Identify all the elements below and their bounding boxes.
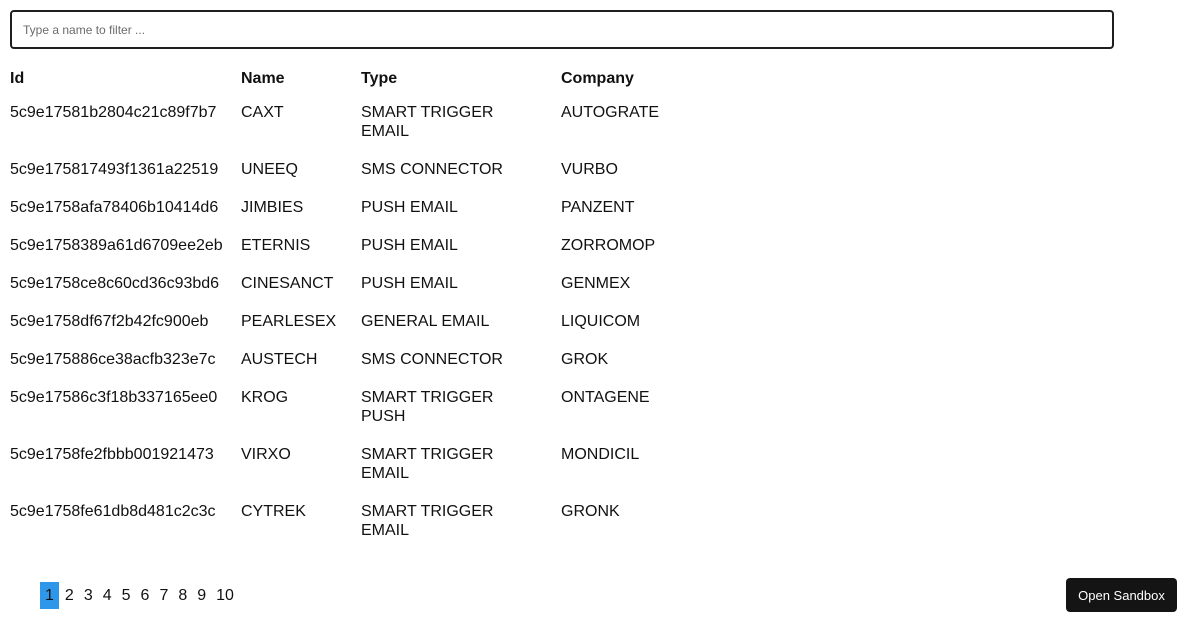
cell-type [361,198,561,236]
cell-name: ETERNIS [241,237,311,254]
table-row [10,198,721,236]
page-link-9[interactable]: 9 [197,587,207,604]
cell-name: UNEEQ [241,161,298,178]
cell-name: JIMBIES [241,199,304,216]
cell-type [361,445,561,502]
cell-company: GENMEX [561,275,631,292]
table-row [10,274,721,312]
cell-name: AUSTECH [241,351,318,368]
cell-company: ZORROMOP [561,237,656,254]
cell-id: 5c9e1758fe61db8d481c2c3c [10,503,216,520]
column-header-name: Name [241,70,285,87]
table-row [10,160,721,198]
cell-id: 5c9e1758fe2fbbb001921473 [10,446,214,463]
cell-id: 5c9e1758df67f2b42fc900eb [10,313,209,330]
cell-id: 5c9e1758afa78406b10414d6 [10,199,219,216]
table-row [10,502,721,559]
cell-type [361,160,561,198]
cell-company: VURBO [561,161,618,178]
page-link-1[interactable]: 1 [40,582,59,609]
cell-type-text: PUSH EMAIL [361,275,458,292]
cell-id: 5c9e17586c3f18b337165ee0 [10,389,218,406]
table-row [10,445,721,502]
cell-company: GRONK [561,503,620,520]
cell-type [361,236,561,274]
cell-type-text: SMS CONNECTOR [361,351,503,368]
cell-company: GROK [561,351,609,368]
cell-type [361,350,561,388]
cell-type-text: SMART TRIGGER EMAIL [361,446,494,482]
table-row [10,103,721,160]
table-body [10,103,721,559]
cell-type-text: PUSH EMAIL [361,237,458,254]
cell-name: PEARLESEX [241,313,337,330]
cell-type-text: SMS CONNECTOR [361,161,503,178]
cell-type [361,274,561,312]
cell-name: CINESANCT [241,275,334,292]
table-row [10,312,721,350]
cell-type [361,103,561,160]
cell-id: 5c9e1758389a61d6709ee2eb [10,237,223,254]
cell-company: ONTAGENE [561,389,650,406]
filter-container [10,10,1114,49]
table-row [10,388,721,445]
table-row [10,350,721,388]
cell-type [361,312,561,350]
cell-type-text: GENERAL EMAIL [361,313,490,330]
pagination [40,582,240,609]
cell-company: AUTOGRATE [561,104,660,121]
cell-name: VIRXO [241,446,291,463]
results-table [10,64,721,559]
page-link-5[interactable]: 5 [121,587,131,604]
cell-type [361,388,561,445]
open-sandbox-button[interactable]: Open Sandbox [1066,578,1177,612]
page-link-8[interactable]: 8 [178,587,188,604]
cell-type-text: SMART TRIGGER EMAIL [361,104,494,140]
cell-company: PANZENT [561,199,635,216]
page-link-7[interactable]: 7 [159,587,169,604]
cell-company: MONDICIL [561,446,640,463]
column-header-id: Id [10,70,25,87]
cell-name: KROG [241,389,289,406]
table-row [10,236,721,274]
page-link-3[interactable]: 3 [83,587,93,604]
filter-input[interactable] [10,10,1114,49]
cell-company: LIQUICOM [561,313,641,330]
cell-name: CYTREK [241,503,306,520]
page-link-4[interactable]: 4 [102,587,112,604]
column-header-company: Company [561,70,634,87]
cell-type-text: SMART TRIGGER PUSH [361,389,494,425]
cell-id: 5c9e175817493f1361a22519 [10,161,219,178]
page-link-6[interactable]: 6 [140,587,150,604]
cell-id: 5c9e1758ce8c60cd36c93bd6 [10,275,220,292]
page-link-2[interactable]: 2 [64,587,74,604]
table-header-row [10,64,721,103]
cell-name: CAXT [241,104,284,121]
cell-id: 5c9e17581b2804c21c89f7b7 [10,104,217,121]
column-header-type: Type [361,70,398,87]
cell-type [361,502,561,559]
cell-type-text: SMART TRIGGER EMAIL [361,503,494,539]
page-link-10[interactable]: 10 [216,587,234,604]
cell-id: 5c9e175886ce38acfb323e7c [10,351,216,368]
cell-type-text: PUSH EMAIL [361,199,458,216]
